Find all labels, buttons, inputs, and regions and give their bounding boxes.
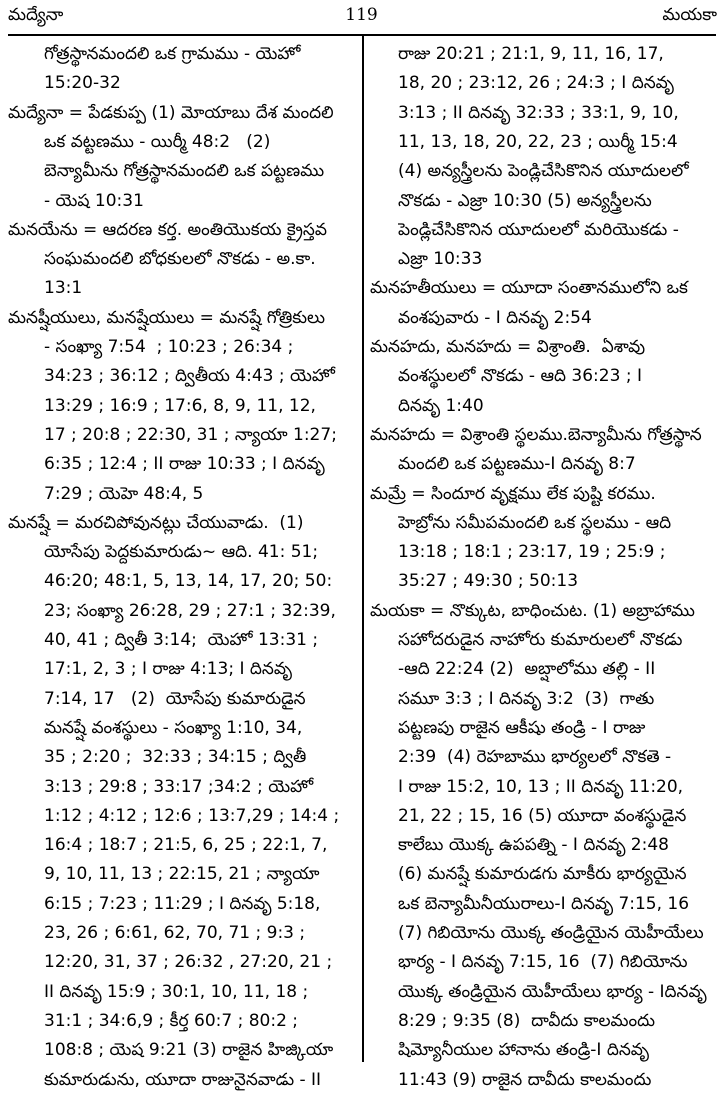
text-line: 3:13 ; 29:8 ; 33:17 ;34:2 ; యెహో	[44, 777, 314, 797]
text-line: 6:35 ; 12:4 ; II రాజు 10:33 ; I దినవృ	[44, 454, 325, 474]
text-line: 46:20; 48:1, 5, 13, 14, 17, 20; 50:	[44, 571, 333, 591]
text-line: 23; సంఖ్యా 26:28, 29 ; 27:1 ; 32:39,	[44, 601, 336, 621]
text-line: ఎజ్రా 10:33	[398, 249, 483, 269]
text-line: 23, 26 ; 6:61, 62, 70, 71 ; 9:3 ;	[44, 923, 306, 943]
text-line: కుమారుడును, యూదా రాజునైనవాడు - II	[44, 1070, 322, 1090]
text-line: 15:20-32	[44, 73, 121, 93]
text-line: యోసేపు పెద్దకుమారుడు~ ఆది. 41: 51;	[44, 542, 319, 562]
text-line: 3:13 ; II దినవృ 32:33 ; 33:1, 9, 10,	[398, 103, 679, 123]
text-line: 35 ; 2:20 ; 32:33 ; 34:15 ; ద్వితీ	[44, 747, 307, 767]
text-line: 34:23 ; 36:12 ; ద్వితీయ 4:43 ; యెహో	[44, 366, 335, 386]
column-divider	[362, 36, 364, 1062]
text-line: 11:43 (9) రాజైన దావీదు కాలమందు	[398, 1070, 652, 1090]
text-line: 16:4 ; 18:7 ; 21:5, 6, 25 ; 22:1, 7,	[44, 835, 328, 855]
text-line: హెబ్రోను సమీపమందలి ఒక స్థలము - ఆది	[398, 513, 672, 533]
text-line: 1:12 ; 4:12 ; 12:6 ; 13:7,29 ; 14:4 ;	[44, 806, 340, 826]
text-line: బెన్యామీను గోత్రస్థానమందలి ఒక పట్టణము	[44, 161, 325, 181]
text-line: 40, 41 ; ద్వితీ 3:14; యెహో 13:31 ;	[44, 630, 319, 650]
text-line: 13:29 ; 16:9 ; 17:6, 8, 9, 11, 12,	[44, 396, 316, 416]
text-line: 18, 20 ; 23:12, 26 ; 24:3 ; I దినవృ	[398, 73, 674, 93]
text-line: ఒక వట్టణము - యిర్మీ 48:2 (2)	[44, 132, 271, 152]
text-line: 8:29 ; 9:35 (8) దావీదు కాలమందు	[398, 1011, 655, 1031]
text-line: మనష్షే = మరచిపోవునట్లు చేయువాడు. (1)	[8, 513, 304, 533]
text-line: 6:15 ; 7:23 ; 11:29 ; I దినవృ 5:18,	[44, 894, 321, 914]
text-line: - సంఖ్యా 7:54 ; 10:23 ; 26:34 ;	[44, 337, 294, 357]
running-head-left: మద్యేనా	[8, 5, 64, 25]
text-line: 31:1 ; 34:6,9 ; కీర్త 60:7 ; 80:2 ;	[44, 1011, 299, 1031]
text-line: 35:27 ; 49:30 ; 50:13	[398, 571, 579, 591]
text-line: భార్య - I దినవృ 7:15, 16 (7) గిబియోను	[398, 952, 688, 972]
text-line: పట్టణపు రాజైన ఆకీషు తండ్రి - I రాజు	[398, 718, 646, 738]
text-line: సంఘమందలి బోధకులలో నొకడు - అ.కా.	[44, 249, 316, 269]
text-line: యొక్క తండ్రియైన యెహీయేలు భార్య - Iదినవృ	[398, 982, 707, 1002]
text-line: - యెష 10:31	[44, 191, 144, 211]
text-line: ఒక బెన్యామీనీయురాలు-I దినవృ 7:15, 16	[398, 894, 690, 914]
text-line: 7:14, 17 (2) యోసేపు కుమారుడైన	[44, 689, 306, 709]
text-line: మనహతీయులు = యూదా సంతానములోని ఒక	[370, 278, 688, 298]
page-header	[0, 0, 723, 30]
text-line: మనహదు, మనహదు = విశ్రాంతి. ఏశావు	[370, 337, 646, 357]
text-line: కాలేబు యొక్క ఉపపత్ని - I దినవృ 2:48	[398, 835, 669, 855]
text-line: నొకడు - ఎజ్రా 10:30 (5) అన్యస్త్రీలను	[398, 191, 652, 211]
text-line: మయకా = నొక్కుట, బాధించుట. (1) అబ్రాహాము	[370, 601, 695, 621]
text-line: దినవృ 1:40	[398, 396, 484, 416]
text-line: మనష్షే వంశస్థులు - సంఖ్యా 1:10, 34,	[44, 718, 303, 738]
page-number: 119	[345, 5, 378, 25]
text-line: రాజు 20:21 ; 21:1, 9, 11, 16, 17,	[398, 44, 664, 64]
text-line: మందలి ఒక పట్టణము-I దినవృ 8:7	[398, 454, 636, 474]
text-line: మనయేను = ఆదరణ కర్త. అంతియొకయ క్రైస్తవ	[8, 220, 327, 240]
text-line: వంశస్థులలో నొకడు - ఆది 36:23 ; I	[398, 366, 642, 386]
text-line: సమూ 3:3 ; I దినవృ 3:2 (3) గాతు	[398, 689, 655, 709]
text-line: మనష్షీయులు, మనష్షేయులు = మనష్షే గోత్రికులు	[8, 308, 325, 328]
text-line: 108:8 ; యెష 9:21 (3) రాజైన హిజ్కియా	[44, 1040, 334, 1060]
text-line: 13:1	[44, 278, 83, 298]
text-line: 9, 10, 11, 13 ; 22:15, 21 ; న్యాయా	[44, 864, 320, 884]
text-line: సహోదరుడైన నాహోరు కుమారులలో నొకడు	[398, 630, 683, 650]
text-line: -ఆది 22:24 (2) అబ్షాలోము తల్లి - II	[398, 659, 656, 679]
text-line: 17 ; 20:8 ; 22:30, 31 ; న్యాయా 1:27;	[44, 425, 337, 445]
text-line: మద్యేనా = పేడకుప్ప (1) మోయాబు దేశ మందలి	[8, 103, 334, 123]
text-line: 17:1, 2, 3 ; I రాజు 4:13; I దినవృ	[44, 659, 292, 679]
text-line: వంశపువారు - I దినవృ 2:54	[398, 308, 592, 328]
text-line: 21, 22 ; 15, 16 (5) యూదా వంశస్థుడైన	[398, 806, 687, 826]
text-line: మమ్రే = సిందూర వృక్షము లేక పుష్టి కరము.	[370, 484, 656, 504]
text-line: 13:18 ; 18:1 ; 23:17, 19 ; 25:9 ;	[398, 542, 666, 562]
text-line: 2:39 (4) రెహబాము భార్యలలో నొకతె -	[398, 747, 672, 767]
text-line: షిమ్యోనీయుల హానాను తండ్రి-I దినవృ	[398, 1040, 649, 1060]
text-line: II దినవృ 15:9 ; 30:1, 10, 11, 18 ;	[44, 982, 309, 1002]
text-line: 7:29 ; యెహె 48:4, 5	[44, 484, 204, 504]
text-line: మనహదు = విశ్రాంతి స్థలము.బెన్యామీను గోత్రస్థాన	[370, 425, 702, 445]
text-line: 12:20, 31, 37 ; 26:32 , 27:20, 21 ;	[44, 952, 333, 972]
running-head-right: మయకా	[662, 5, 717, 25]
text-line: 11, 13, 18, 20, 22, 23 ; యిర్మీ 15:4	[398, 132, 678, 152]
text-line: గోత్రస్థానమందలి ఒక గ్రామము - యెహో	[44, 44, 301, 64]
text-line: (7) గిబియోను యొక్క తండ్రియైన యెహీయేలు	[398, 923, 704, 943]
text-line: (4) అన్యస్త్రీలను పెండ్లిచేసికొనిన యూదులలో	[398, 161, 689, 181]
text-line: (6) మనష్షే కుమారుడగు మాకీరు భార్యయైన	[398, 864, 687, 884]
text-line: పెండ్లిచేసికొనిన యూదులలో మరియొకడు -	[398, 220, 679, 240]
text-line: I రాజు 15:2, 10, 13 ; II దినవృ 11:20,	[398, 777, 684, 797]
